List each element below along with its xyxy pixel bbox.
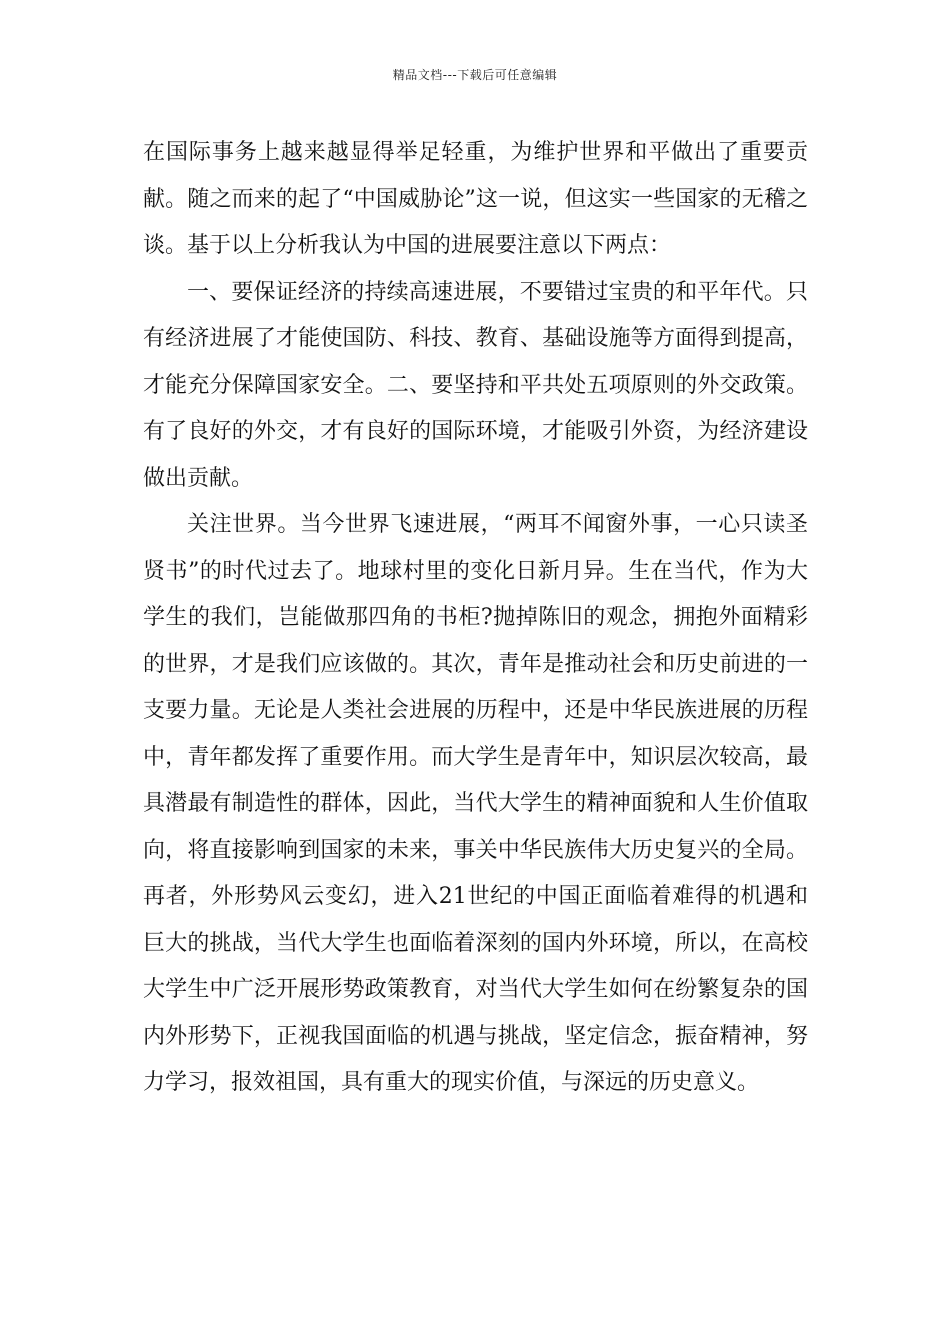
- document-body: [143, 130, 808, 1107]
- paragraph-1: 在国际事务上越来越显得举足轻重，为维护世界和平做出了重要贡献。随之而来的起了“中国威胁论”这一说，但这实一些国家的无稽之谈。基于以上分析我认为中国的进展要注意以下两点：: [143, 140, 808, 258]
- paragraph-3: 关注世界。当今世界飞速进展，“两耳不闻窗外事，一心只读圣贤书”的时代过去了。地球村里的变化日新月异。生在当代，作为大学生的我们，岂能做那四角的书柜?抛掉陈旧的观念，拥抱外面精彩的世界，才是我们应该做的。其次，青年是推动社会和历史前进的一支要力量。无论是人类社会进展的历程中，还是中华民族进展的历程中，青年都发挥了重要作用。而大学生是青年中，知识层次较高，最具潜最有制造性的群体，因此，当代大学生的精神面貌和人生价值取向，将直接影响到国家的未来，事关中华民族伟大历史复兴的全局。再者，外形势风云变幻，进入21世纪的中国正面临着难得的机遇和巨大的挑战，当代大学生也面临着深刻的国内外环境，所以，在高校大学生中广泛开展形势政策教育，对当代大学生如何在纷繁复杂的国内外形势下，正视我国面临的机遇与挑战，坚定信念，振奋精神，努力学习，报效祖国，具有重大的现实价值，与深远的历史意义。: [143, 512, 808, 1095]
- page-header: 精品文档---下载后可任意编辑: [392, 68, 558, 82]
- paragraph-2: 一、要保证经济的持续高速进展，不要错过宝贵的和平年代。只有经济进展了才能使国防、科技、教育、基础设施等方面得到提高，才能充分保障国家安全。二、要坚持和平共处五项原则的外交政策。有了良好的外交，才有良好的国际环境，才能吸引外资，为经济建设做出贡献。: [143, 279, 808, 491]
